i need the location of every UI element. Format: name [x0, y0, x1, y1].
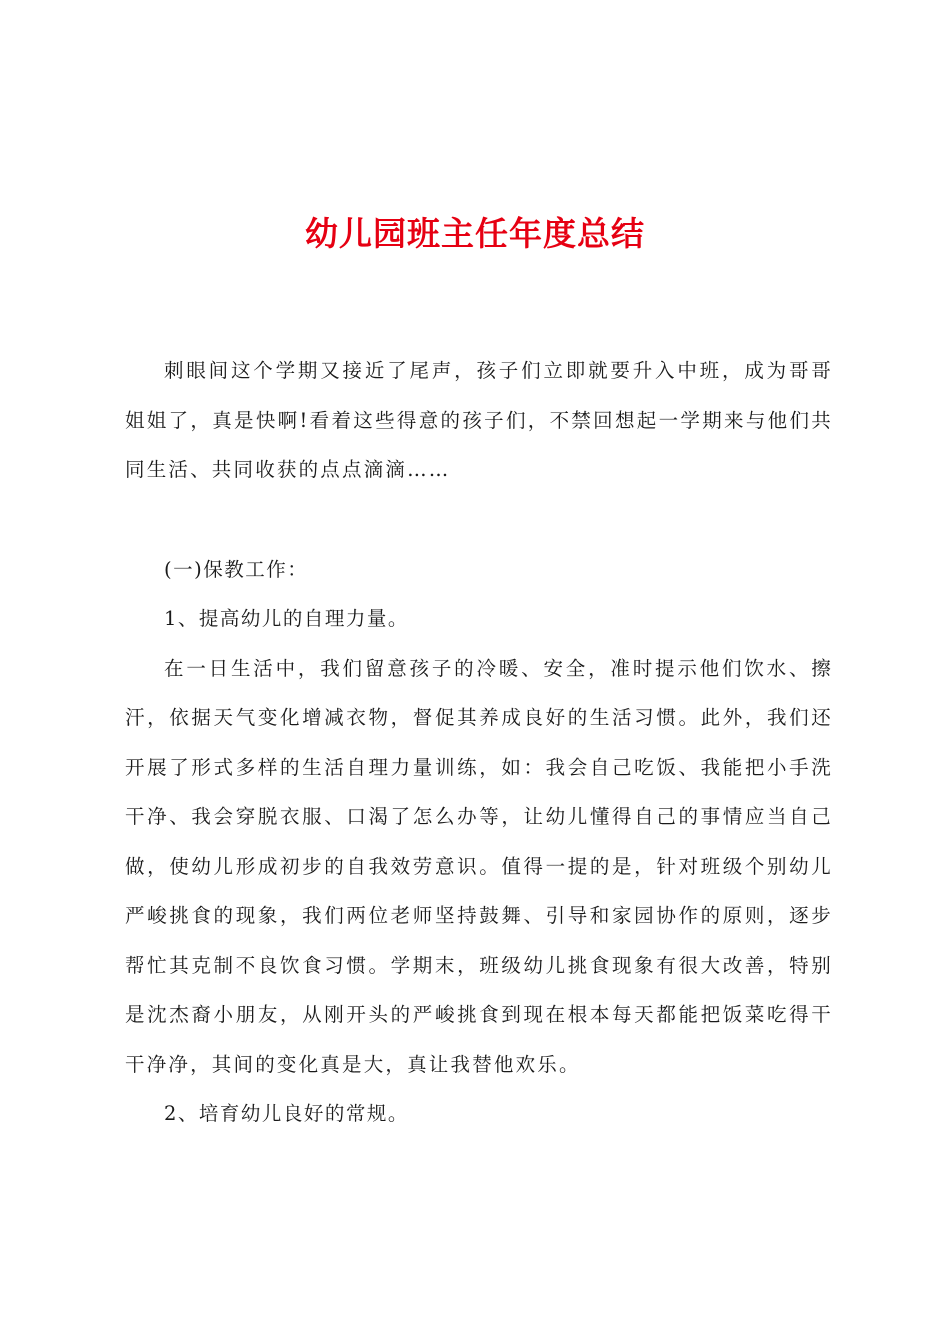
- intro-paragraph: 刺眼间这个学期又接近了尾声，孩子们立即就要升入中班，成为哥哥姐姐了，真是快啊!看着这些得意的孩子们，不禁回想起一学期来与他们共同生活、共同收获的点点滴滴……: [125, 359, 833, 481]
- paragraph-spacer: [125, 495, 833, 545]
- item1-heading: 1、提高幼儿的自理力量。: [164, 607, 409, 630]
- document-title: 幼儿园班主任年度总结: [305, 214, 645, 253]
- document-body: [125, 346, 833, 1139]
- item2-heading: 2、培育幼儿良好的常规。: [164, 1102, 409, 1125]
- item1-paragraph: 在一日生活中，我们留意孩子的冷暖、安全，准时提示他们饮水、擦汗，依据天气变化增减衣物，督促其养成良好的生活习惯。此外，我们还开展了形式多样的生活自理力量训练，如：我会自己吃饭、我能把小手洗干净、我会穿脱衣服、口渴了怎么办等，让幼儿懂得自己的事情应当自己做，使幼儿形成初步的自我效劳意识。值得一提的是，针对班级个别幼儿严峻挑食的现象，我们两位老师坚持鼓舞、引导和家园协作的原则，逐步帮忙其克制不良饮食习惯。学期末，班级幼儿挑食现象有很大改善，特别是沈杰裔小朋友，从刚开头的严峻挑食到现在根本每天都能把饭菜吃得干干净净，其间的变化真是大，真让我替他欢乐。: [125, 656, 833, 1076]
- section-heading: (一)保教工作：: [164, 557, 309, 581]
